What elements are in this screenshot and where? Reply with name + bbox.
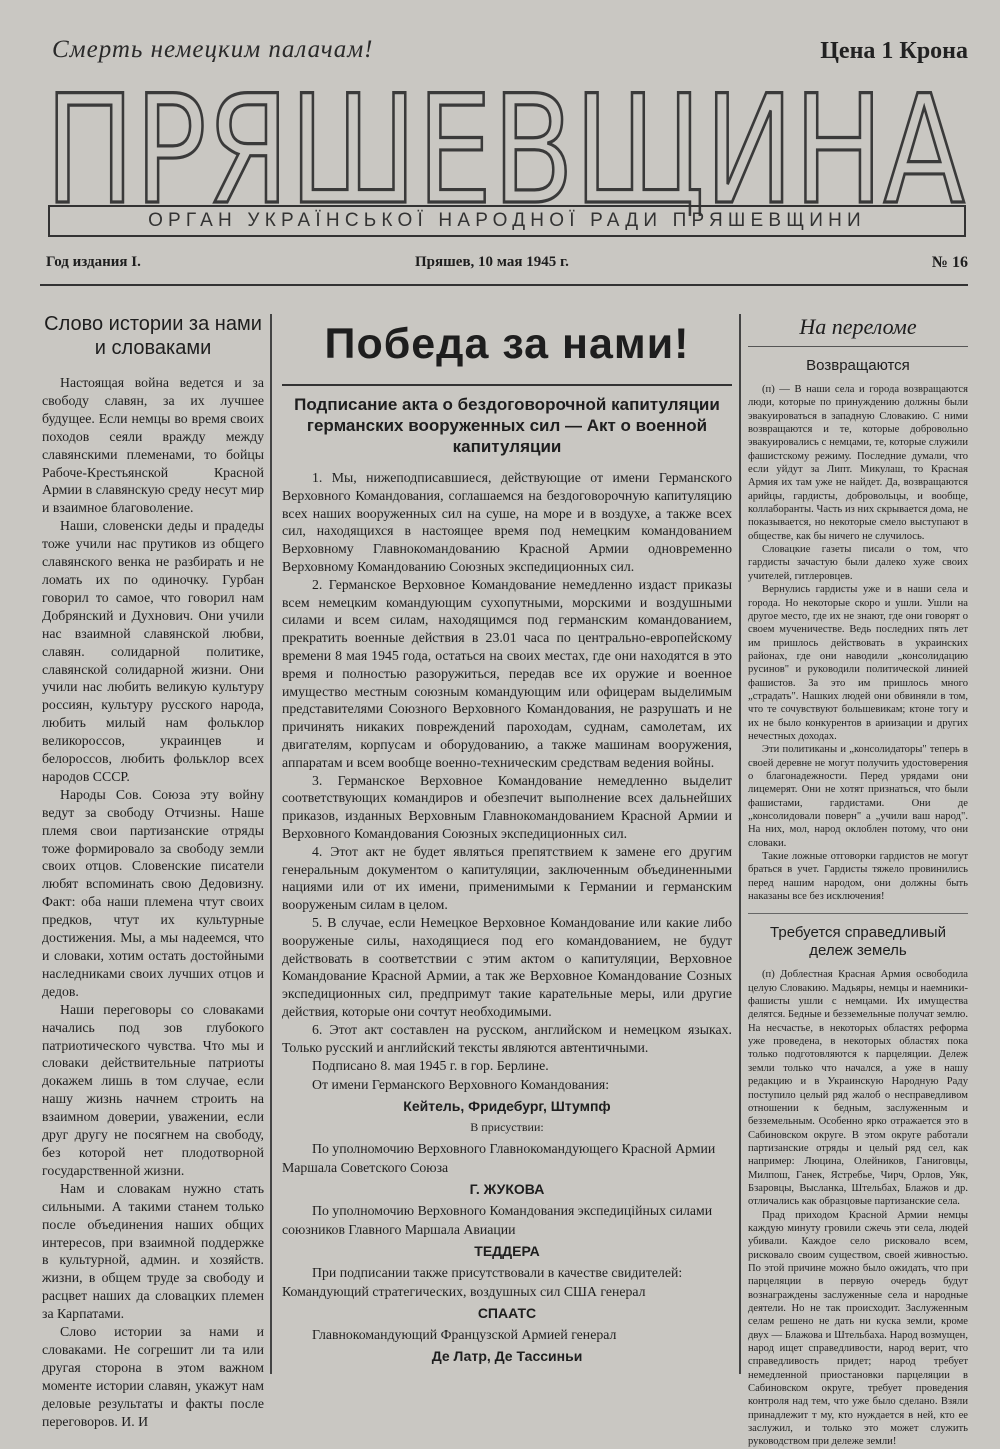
paragraph: Вернулись гардисты уже и в наши села и города. Но некоторые скоро и ушли. Ушли на другое место, где их не знают, где они говорят о своем мученичестве. Ведь последних пять лет им пришлось действовать в украинских районах, где они наводили „консолидацию русинов" и руководили политической линией фашистов. За это им пришлось много „страдать". Нашких людей они обвиняли в том, что те сочувствуют большевикам; ктоне тогу и их не было конкурентов в ариизации и других нечестных доходах. [748,584,968,742]
main-headline: Победа за нами! [282,314,732,386]
paragraph: Эти политиканы и „консолидаторы" теперь в своей деревне не могут получить удостоверения о благонадежности. Перед урядами они лицемерят. Они не хотят признаться, что были фашистами, гардистами. Они де „консолидовали поверн" а „учили ваш народ". На них, мол, народ оклоблен потому, что они словаки. [748,744,968,849]
main-subhead: Подписание акта о бездоговорочной капитуляции германских вооруженных сил — Акт о военной капитуляции [294,395,720,456]
masthead-title-text: ПРЯШЕВЩИНА [45,66,965,216]
paragraph: Слово истории за нами и словаками. Не согрешит ли та или другая сторона в этом важном моменте истории славян, укажут нам деловые результаты и факты после переговоров. И. И [42,1324,264,1429]
signed-line: Подписано 8. мая 1945 г. в гор. Берлине. [312,1058,549,1074]
masthead-svg [40,66,970,216]
paragraph: 6. Этот акт составлен на русском, английском и немецком языках. Только русский и английский тексты являются автентичными. [282,1021,732,1055]
allied-authority: По уполномочию Верховного Командования экспедиційных силами союзников Главного Маршала Авиации [282,1203,713,1238]
paragraph: Народы Сов. Союза эту войну ведут за свободу Отчизны. Наше племя свои партизанские отряды тоже формировало за свободу земли своих отцов. Словенские писатели любят вспоминать свою Дедовизну. Факт: оба наши племена чтут своих предков, чтут их культурные достижения. Мы, а мы надеемся, что и словаки, хотим остать достойными наследниками своих лучших отцов и дедов. [42,786,264,999]
organ-banner: ОРГАН УКРАЇНСЬКОЇ НАРОДНОЇ РАДИ ПРЯШЕВЩИНИ [48,205,966,237]
column-divider-right [739,314,741,1374]
paragraph: (п) — В наши села и города возвращаются люди, которые по принуждению должны были эвакуироваться в западную Словакию. С ними возвращаются и те, которые добровольно эвакуировались с немцами, те, которые служили фашистскому режиму. Последние думали, что если уйдут за Липт. Микулаш, то Красная Армия их там уже не найдет. Да, возвращаются арийцы, гардисты, добровольцы, и вообще, коллаборанты. Часть из них скрывается дома, не показывается, но некоторые смело выступают в обществе, как бы ничего не случилось. [748,384,968,542]
spaatz-signature: СПААТС [477,1305,537,1322]
zhukov-signature: Г. ЖУКОВА [469,1181,545,1198]
paragraph: Наши переговоры со словаками начались под зов глубокого патриотического чувства. Что мы и словаки действительные патриоты докажем лишь в том случае, если нашу жизнь начнем строить на взаимном доверии, уважении, если друг другу не посягнем на свободу, без которой нет плодотворной государственной жизни. [42,1001,264,1178]
price: Цена 1 Крона [820,38,968,64]
motto: Смерть немецким палачам! [52,36,374,63]
soviet-authority: По уполномочию Верховного Главнокомандующего Красной Армии Маршала Советского Союза [282,1141,716,1176]
paragraph: Наши, словенски деды и прадеды тоже учили нас прутиков из общего славянского венка не разбирать и не ломать их по одиночку. Гурбан говорил то самое, что говорил нам Добрянский и Духнович. Они учили нас взаимной славянской любви, славян. солидарной политике, славянской солидарной жизни. Они учили нас любить великую культуру россиян, культуру русского народа, любить милый нам фольклор великороссов, украинцев и белороссов, любить фольклор всех народов СССР. [42,518,264,784]
article2-title: Требуется справедливый дележ земель [770,924,946,960]
paragraph: 1. Мы, нижеподписавшиеся, действующие от имени Германского Верховного Командования, соглашаемся на бездоговорочную капитуляцию всех наших вооруженных сил на суше, на море и в воздухе, а также всех сил, находящихся в настоящее время под немецким командованием Верховному Главнокомандованию Красной Армии одновременно Верховному Командованию Союзных экспедиционных сил. [282,470,732,574]
tedder-signature: ТЕДДЕРА [474,1243,540,1260]
issue-number: № 16 [931,254,968,271]
section-title: На переломе [748,312,968,347]
paragraph: 2. Германское Верховное Командование немедленно издаст приказы всем немецким командующим сухопутными, морскими и воздушными силами и всем силам, находящимся под германским командованием, прекратить военные действия в 23.01 часа по центрально-европейскому времени 8 мая 1945 года, остаться на своих местах, где они находятся в это время и полностью разоружиться, передав все их оружие и военное имущество местным союзным командующим или офицерам выделимым представителями Союзного Верховного Командования, не разрушать и не причинять никаких повреждений пароходам, суднам, самолетам, их двигателям, корпусам и оборудованию, а также машинам вооружения, аппаратам и всем вообще военно-техническим средствам ведения войны. [282,576,732,770]
left-article-title: Слово истории за нами и словаками [44,313,262,359]
dateline [40,252,968,280]
delattre-signature: Де Латр, Де Тассиньи [431,1348,583,1365]
german-signers: Кейтель, Фридебург, Штумпф [403,1098,611,1115]
paragraph: 3. Германское Верховное Командование немедленно выделит соответствующих командиров и обезпечит выполнение всех дальнейших приказов, изданных Верховным Главнокомандованием Красной Армии и Верховного Командования Союзных экспедиционных сил. [282,772,732,841]
paragraph: Нам и словакам нужно стать сильными. А такими станем только после объединения наших общих интересов, при взаимной поддержке в культурной, админ. и хозяйств. жизни, в общем труде за свободу и расцвет наших да словацких племен за Карпатами. [42,1180,264,1322]
right-column [748,312,968,1449]
paragraph: Прад приходом Красной Армии немцы каждую минуту гровили сжечь эти села, людей убивали. Каждое село рисковало всем, рисковало своим существом, своей живностью. По этой причине можно было ожидать, что при парцеляции в первую очередь будут вознаграждены заслуженные села и народные деятели. Но не так происходит. Заслуженным селам решено не дать ни куска земли, кроме двух — Блажова и Штельбаха. Народ возмущен, народ ищет справедливости, народ верит, что справедливость придет; народ требует немедленной приостановки парцеляции в Сабиновском округе, требует проведения контроля над тем, что уже было сделано. Взяли принадлежит т му, кто нуждается в ней, кто ее заслужил, и только это может служить руководством при дележе земли! [748,1209,968,1448]
column-divider-left [270,314,272,1374]
paragraph: (п) Доблестная Красная Армия освободила целую Словакию. Мадьяры, немцы и наемники-фашисты ушли с немцами. Их имущества делятся. Бедные и безземельные получат землю. На несчастье, в некоторых областях реформа уже проведена, в некоторых областях пока только подготовляются к парцеляции. Дележ земли только что начался, а уже в нашу редакцию и в Украинскую Народную Раду поступило целый ряд жалоб о несправедливом отношении к бедным, заслуженным и безземельным. Особенно ярко отражается это в Сабиновском округе. В этом округе работали партизанские отряды и целый ряд сел, как например: Люцина, Олейников, Ганиговцы, Милпош, Ганек, Ястребье, Чирч, Орлов, Уяк, Бзаровцы, Высланка, Штельбах, Блажов и др. отличались как образцовые партизанские села. [748,969,968,1208]
paragraph: Такие ложные отговорки гардистов не могут браться в учет. Гардисты тяжело провинились перед нашим народом, они должны быть наказаны все без исключения! [748,851,968,903]
paragraph: 5. В случае, если Немецкое Верховное Командование или какие либо вооруженые силы, находящиеся под его командованием, не будут действовать в соответствии с этим актом о капитуляции, Верховное Командование Красной Армии, а так же Верховное Командование Созных экспедиционных сил, предпримут такие карательные меры, или другие действия, которые они сочтут необходимыми. [282,914,732,1019]
masthead-title [40,66,970,216]
article1-title: Возвращаются [806,357,910,374]
place-date: Пряшев, 10 мая 1945 г. [415,254,569,270]
on-behalf-line: От имени Германского Верховного Командования: [312,1077,610,1093]
main-article [282,314,732,1368]
paragraph: 4. Этот акт не будет являться препятствием к замене его другим генеральным документом о капитуляции, заключенным объединенными нациями или от их имени, применимыми к Германии и германским вооруженым силам в целом. [282,843,732,913]
publication-year: Год издания I. [46,254,141,270]
left-article [42,312,264,1430]
top-rule [40,284,968,286]
paragraph: Словацкие газеты писали о том, что гардисты зачастую были далеко хуже своих учителей, гитлеровцев. [748,544,968,582]
french-line: Главнокомандующий Французской Армией генерал [312,1327,617,1343]
witnesses-line: При подписании также присутствовали в качестве свидителей: Командующий стратегических, воздушных сил США генерал [282,1265,683,1300]
paragraph: Настоящая война ведется и за свободу славян, за их лучшее будущее. Если немцы во время своих походов сеяли вражду между славянскими племенами, то бойцы Рабоче-Крестьянской Красной Армии в славянскую среду несут мир и взаимное благоволение. [42,375,264,516]
article-separator [748,913,968,914]
present-line: В присуствии: [470,1120,544,1135]
